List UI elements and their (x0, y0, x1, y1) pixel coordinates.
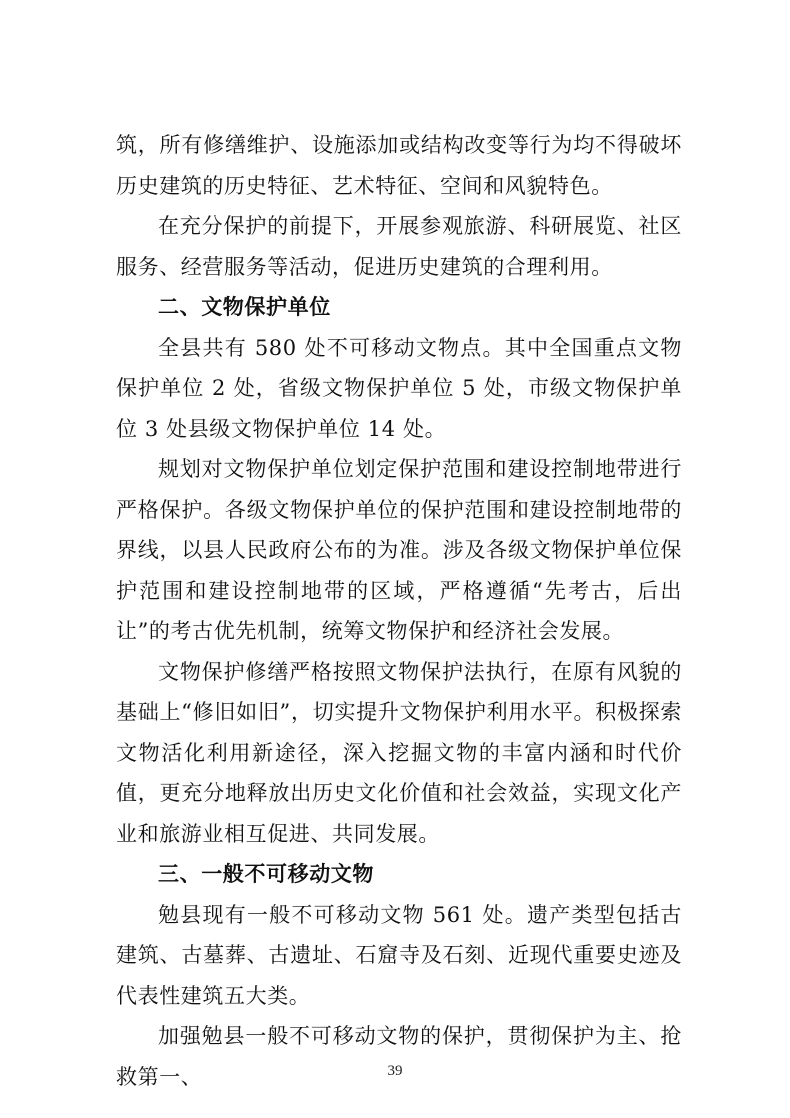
paragraph-general-relic-protection: 加强勉县一般不可移动文物的保护，贯彻保护为主、抢救第一、 (116, 1024, 682, 1089)
section-heading-cultural-relic-protection-units: 二、文物保护单位 (158, 295, 331, 319)
paragraph-historic-building-utilization: 在充分保护的前提下，开展参观旅游、科研展览、社区服务、经营服务等活动，促进历史建筑的合理利用。 (116, 214, 682, 279)
paragraph-protection-zones: 规划对文物保护单位划定保护范围和建设控制地带进行严格保护。各级文物保护单位的保护范围和建设控制地带的界线，以县人民政府公布的为准。涉及各级文物保护单位保护范围和建设控制地带的区域，严格遵循“先考古，后出让”的考古优先机制，统筹文物保护和经济社会发展。 (116, 457, 682, 643)
document-body (116, 125, 682, 1097)
page-number: 39 (387, 1063, 403, 1079)
paragraph-general-relic-types: 勉县现有一般不可移动文物 561 处。遗产类型包括古建筑、古墓葬、古遗址、石窟寺及石刻、近现代重要史迹及代表性建筑五大类。 (116, 902, 682, 1008)
paragraph-historic-building-continuation: 筑，所有修缮维护、设施添加或结构改变等行为均不得破坏历史建筑的历史特征、艺术特征、空间和风貌特色。 (116, 133, 682, 198)
section-heading-general-immovable-relics: 三、一般不可移动文物 (158, 862, 374, 886)
paragraph-relic-counts: 全县共有 580 处不可移动文物点。其中全国重点文物保护单位 2 处，省级文物保护单位 5 处，市级文物保护单位 3 处县级文物保护单位 14 处。 (116, 335, 682, 441)
paragraph-restoration-policy: 文物保护修缮严格按照文物保护法执行，在原有风貌的基础上“修旧如旧”，切实提升文物保护利用水平。积极探索文物活化利用新途径，深入挖掘文物的丰富内涵和时代价值，更充分地释放出历史文化价值和社会效益，实现文化产业和旅游业相互促进、共同发展。 (116, 659, 682, 846)
